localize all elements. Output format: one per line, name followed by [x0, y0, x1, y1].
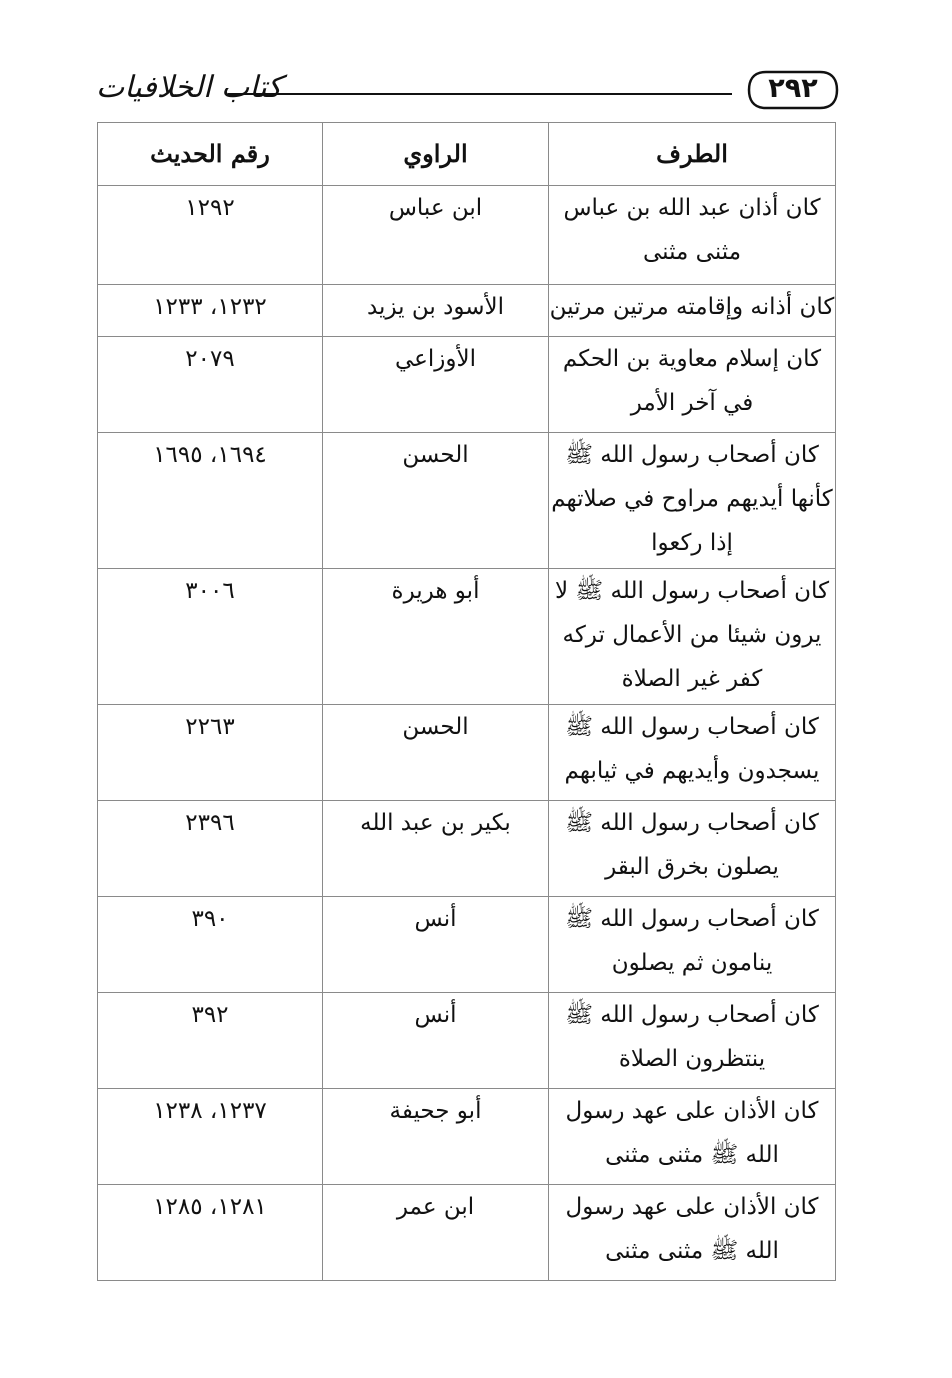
- rawi-cell: أبو جحيفة: [323, 1089, 549, 1185]
- hadith-number-cell: ١٢٣٧، ١٢٣٨: [98, 1089, 323, 1185]
- page-header: [96, 66, 840, 116]
- rawi-cell: الحسن: [323, 705, 549, 801]
- hadith-number-cell: ٣٩٠: [98, 897, 323, 993]
- tarf-cell: كان أصحاب رسول الله ﷺ ينامون ثم يصلون: [549, 897, 836, 993]
- tarf-cell: كان أذان عبد الله بن عباس مثنى مثنى: [549, 186, 836, 285]
- rawi-cell: أبو هريرة: [323, 569, 549, 705]
- hadith-number-cell: ٢٠٧٩: [98, 337, 323, 433]
- hadith-number-cell: ١٢٣٢، ١٢٣٣: [98, 285, 323, 337]
- tarf-cell: كان أصحاب رسول الله ﷺ ينتظرون الصلاة: [549, 993, 836, 1089]
- tarf-cell: كان أصحاب رسول الله ﷺ يصلون بخرق البقر: [549, 801, 836, 897]
- tarf-cell: كان أذانه وإقامته مرتين مرتين: [549, 285, 836, 337]
- hadith-number-cell: ٣٩٢: [98, 993, 323, 1089]
- table-row: [98, 897, 836, 993]
- rawi-cell: بكير بن عبد الله: [323, 801, 549, 897]
- hadith-number-cell: ١٢٩٢: [98, 186, 323, 285]
- rawi-cell: أنس: [323, 993, 549, 1089]
- table-row: [98, 285, 836, 337]
- page-number: ٢٩٢: [768, 73, 818, 104]
- table-row: [98, 993, 836, 1089]
- tarf-cell: كان أصحاب رسول الله ﷺ كأنها أيديهم مراوح في صلاتهم إذا ركعوا: [549, 433, 836, 569]
- rawi-cell: ابن عباس: [323, 186, 549, 285]
- table-row: [98, 705, 836, 801]
- table-row: [98, 801, 836, 897]
- table-row: [98, 569, 836, 705]
- table-row: [98, 186, 836, 285]
- column-header-rawi: الراوي: [323, 123, 549, 186]
- rawi-cell: الأسود بن يزيد: [323, 285, 549, 337]
- tarf-cell: كان الأذان على عهد رسول الله ﷺ مثنى مثنى: [549, 1185, 836, 1281]
- page-number-badge: [746, 68, 840, 112]
- table-row: [98, 1185, 836, 1281]
- rawi-cell: أنس: [323, 897, 549, 993]
- column-header-tarf: الطرف: [549, 123, 836, 186]
- rawi-cell: الأوزاعي: [323, 337, 549, 433]
- tarf-cell: كان أصحاب رسول الله ﷺ يسجدون وأيديهم في ثيابهم: [549, 705, 836, 801]
- table-header-row: [98, 123, 836, 186]
- rawi-cell: ابن عمر: [323, 1185, 549, 1281]
- rawi-cell: الحسن: [323, 433, 549, 569]
- tarf-cell: كان الأذان على عهد رسول الله ﷺ مثنى مثنى: [549, 1089, 836, 1185]
- tarf-cell: كان أصحاب رسول الله ﷺ لا يرون شيئا من الأعمال تركه كفر غير الصلاة: [549, 569, 836, 705]
- hadith-number-cell: ١٦٩٤، ١٦٩٥: [98, 433, 323, 569]
- tarf-cell: كان إسلام معاوية بن الحكم في آخر الأمر: [549, 337, 836, 433]
- hadith-number-cell: ١٢٨١، ١٢٨٥: [98, 1185, 323, 1281]
- hadith-number-cell: ٢٣٩٦: [98, 801, 323, 897]
- header-rule: [228, 93, 732, 95]
- table-row: [98, 1089, 836, 1185]
- table-row: [98, 433, 836, 569]
- hadith-number-cell: ٢٢٦٣: [98, 705, 323, 801]
- hadith-index-table: [97, 122, 836, 1281]
- hadith-number-cell: ٣٠٠٦: [98, 569, 323, 705]
- book-title: كتاب الخلافيات: [96, 70, 282, 105]
- column-header-number: رقم الحديث: [98, 123, 323, 186]
- table-row: [98, 337, 836, 433]
